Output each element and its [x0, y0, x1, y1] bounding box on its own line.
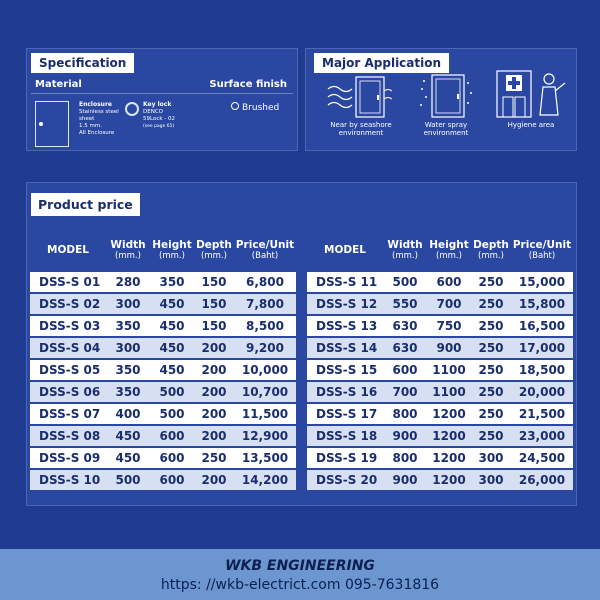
price-cell: 15,000: [511, 272, 573, 292]
depth-cell: 250: [194, 448, 234, 468]
keylock-title: Key lock: [143, 101, 172, 108]
height-cell: 1200: [427, 470, 471, 490]
header-price: Price/Unit (Baht): [235, 239, 295, 261]
price-cell: 18,500: [511, 360, 573, 380]
width-cell: 280: [106, 272, 150, 292]
hospital-icon: [491, 67, 571, 121]
width-cell: 630: [383, 316, 427, 336]
table-row: [307, 360, 573, 380]
enclosure-line: sheet: [79, 116, 95, 122]
surface-finish-value: [231, 102, 279, 113]
model-cell: DSS-S 13: [307, 316, 383, 336]
height-cell: 450: [150, 294, 194, 314]
model-cell: DSS-S 05: [30, 360, 106, 380]
table-header-row: [307, 230, 573, 270]
price-cell: 8,500: [234, 316, 296, 336]
depth-cell: 250: [471, 316, 511, 336]
model-cell: DSS-S 20: [307, 470, 383, 490]
table-row: [30, 382, 296, 402]
price-cell: 23,000: [511, 426, 573, 446]
width-cell: 800: [383, 448, 427, 468]
model-cell: DSS-S 03: [30, 316, 106, 336]
enclosure-spec: [79, 101, 119, 137]
model-cell: DSS-S 15: [307, 360, 383, 380]
depth-cell: 250: [471, 426, 511, 446]
depth-cell: 200: [194, 360, 234, 380]
width-cell: 400: [106, 404, 150, 424]
enclosure-line: 1.5 mm.: [79, 123, 102, 129]
depth-cell: 250: [471, 360, 511, 380]
seashore-cabinet-icon: [326, 71, 396, 121]
header-width: Width (mm.): [387, 239, 423, 261]
width-cell: 450: [106, 426, 150, 446]
contact-info: https: //wkb-electrict.com 095-7631816: [160, 577, 440, 593]
price-cell: 16,500: [511, 316, 573, 336]
model-cell: DSS-S 18: [307, 426, 383, 446]
price-cell: 12,900: [234, 426, 296, 446]
height-cell: 600: [150, 470, 194, 490]
surface-finish-label: Surface finish: [209, 79, 287, 90]
table-row: [30, 426, 296, 446]
height-cell: 350: [150, 272, 194, 292]
depth-cell: 200: [194, 470, 234, 490]
depth-cell: 200: [194, 426, 234, 446]
application-label: environment: [423, 129, 469, 137]
width-cell: 350: [106, 382, 150, 402]
height-cell: 1100: [427, 382, 471, 402]
application-label: Hygiene area: [507, 121, 555, 129]
table-row: [30, 470, 296, 490]
depth-cell: 150: [194, 272, 234, 292]
width-cell: 900: [383, 470, 427, 490]
price-cell: 26,000: [511, 470, 573, 490]
price-cell: 11,500: [234, 404, 296, 424]
model-cell: DSS-S 06: [30, 382, 106, 402]
keylock-spec: [143, 101, 175, 130]
depth-cell: 250: [471, 382, 511, 402]
table-row: [307, 426, 573, 446]
height-cell: 1200: [427, 426, 471, 446]
width-cell: 350: [106, 360, 150, 380]
header-price: Price/Unit (Baht): [512, 239, 572, 261]
width-cell: 500: [383, 272, 427, 292]
width-cell: 700: [383, 382, 427, 402]
price-cell: 20,000: [511, 382, 573, 402]
price-cell: 13,500: [234, 448, 296, 468]
table-row: [307, 294, 573, 314]
height-cell: 450: [150, 338, 194, 358]
table-row: [307, 448, 573, 468]
table-row: [30, 294, 296, 314]
height-cell: 450: [150, 360, 194, 380]
price-table-left: [30, 228, 296, 492]
header-depth: Depth (mm.): [473, 239, 509, 261]
header-depth: Depth (mm.): [196, 239, 232, 261]
table-row: [307, 404, 573, 424]
material-label: Material: [35, 79, 82, 90]
table-row: [307, 382, 573, 402]
application-item-water-spray: [406, 71, 486, 137]
height-cell: 700: [427, 294, 471, 314]
height-cell: 750: [427, 316, 471, 336]
divider: [31, 93, 293, 94]
footer: [0, 549, 600, 600]
width-cell: 900: [383, 426, 427, 446]
height-cell: 1100: [427, 360, 471, 380]
table-row: [307, 316, 573, 336]
width-cell: 300: [106, 294, 150, 314]
header-model: MODEL: [324, 244, 366, 256]
table-row: [30, 404, 296, 424]
width-cell: 600: [383, 360, 427, 380]
model-cell: DSS-S 10: [30, 470, 106, 490]
depth-cell: 300: [471, 470, 511, 490]
table-row: [30, 448, 296, 468]
table-row: [30, 360, 296, 380]
height-cell: 450: [150, 316, 194, 336]
width-cell: 550: [383, 294, 427, 314]
table-row: [307, 470, 573, 490]
model-cell: DSS-S 11: [307, 272, 383, 292]
specification-panel: [26, 48, 298, 151]
price-rows-right: [307, 272, 573, 490]
model-cell: DSS-S 08: [30, 426, 106, 446]
header-height: Height (mm.): [429, 239, 469, 261]
height-cell: 1200: [427, 404, 471, 424]
table-header-row: [30, 230, 296, 270]
application-label: Water spray: [424, 121, 468, 129]
model-cell: DSS-S 07: [30, 404, 106, 424]
header-height: Height (mm.): [152, 239, 192, 261]
application-item-hygiene: [488, 67, 574, 129]
price-table-right: [307, 228, 573, 492]
depth-cell: 200: [194, 338, 234, 358]
depth-cell: 250: [471, 272, 511, 292]
price-cell: 21,500: [511, 404, 573, 424]
brushed-label: Brushed: [242, 103, 280, 113]
application-panel: [305, 48, 577, 151]
price-cell: 15,800: [511, 294, 573, 314]
width-cell: 450: [106, 448, 150, 468]
key-lock-icon: [125, 102, 139, 116]
enclosure-line: All Enclosure: [79, 130, 115, 136]
header-width: Width (mm.): [110, 239, 146, 261]
height-cell: 500: [150, 404, 194, 424]
table-row: [307, 272, 573, 292]
price-cell: 7,800: [234, 294, 296, 314]
height-cell: 600: [150, 426, 194, 446]
depth-cell: 250: [471, 338, 511, 358]
price-rows-left: [30, 272, 296, 490]
water-spray-cabinet-icon: [416, 71, 476, 121]
header-model: MODEL: [47, 244, 89, 256]
depth-cell: 150: [194, 294, 234, 314]
width-cell: 800: [383, 404, 427, 424]
depth-cell: 200: [194, 382, 234, 402]
model-cell: DSS-S 04: [30, 338, 106, 358]
height-cell: 500: [150, 382, 194, 402]
depth-cell: 200: [194, 404, 234, 424]
height-cell: 1200: [427, 448, 471, 468]
model-cell: DSS-S 19: [307, 448, 383, 468]
model-cell: DSS-S 09: [30, 448, 106, 468]
keylock-line: 59Lock - 02: [143, 116, 176, 122]
width-cell: 350: [106, 316, 150, 336]
width-cell: 300: [106, 338, 150, 358]
enclosure-line: Stainless steel: [79, 109, 119, 115]
depth-cell: 300: [471, 448, 511, 468]
height-cell: 600: [150, 448, 194, 468]
price-title: Product price: [31, 193, 140, 216]
specification-title: Specification: [31, 53, 134, 73]
height-cell: 900: [427, 338, 471, 358]
width-cell: 630: [383, 338, 427, 358]
price-cell: 10,000: [234, 360, 296, 380]
application-item-seashore: [318, 71, 404, 137]
model-cell: DSS-S 14: [307, 338, 383, 358]
model-cell: DSS-S 17: [307, 404, 383, 424]
enclosure-title: Enclosure: [79, 101, 112, 108]
table-row: [30, 316, 296, 336]
price-cell: 6,800: [234, 272, 296, 292]
price-cell: 17,000: [511, 338, 573, 358]
width-cell: 500: [106, 470, 150, 490]
depth-cell: 250: [471, 294, 511, 314]
brushed-icon: [231, 102, 239, 110]
depth-cell: 250: [471, 404, 511, 424]
application-title: Major Application: [314, 53, 449, 73]
model-cell: DSS-S 01: [30, 272, 106, 292]
price-cell: 24,500: [511, 448, 573, 468]
model-cell: DSS-S 02: [30, 294, 106, 314]
table-row: [307, 338, 573, 358]
model-cell: DSS-S 12: [307, 294, 383, 314]
model-cell: DSS-S 16: [307, 382, 383, 402]
keylock-line: DENCO: [143, 109, 163, 115]
table-row: [30, 338, 296, 358]
keylock-note: (see page 65): [143, 124, 175, 129]
price-cell: 14,200: [234, 470, 296, 490]
application-label: environment: [338, 129, 384, 137]
height-cell: 600: [427, 272, 471, 292]
enclosure-icon: [35, 101, 69, 147]
price-cell: 10,700: [234, 382, 296, 402]
application-label: Near by seashore: [330, 121, 392, 129]
company-name: WKB ENGINEERING: [225, 558, 375, 574]
price-cell: 9,200: [234, 338, 296, 358]
depth-cell: 150: [194, 316, 234, 336]
table-row: [30, 272, 296, 292]
